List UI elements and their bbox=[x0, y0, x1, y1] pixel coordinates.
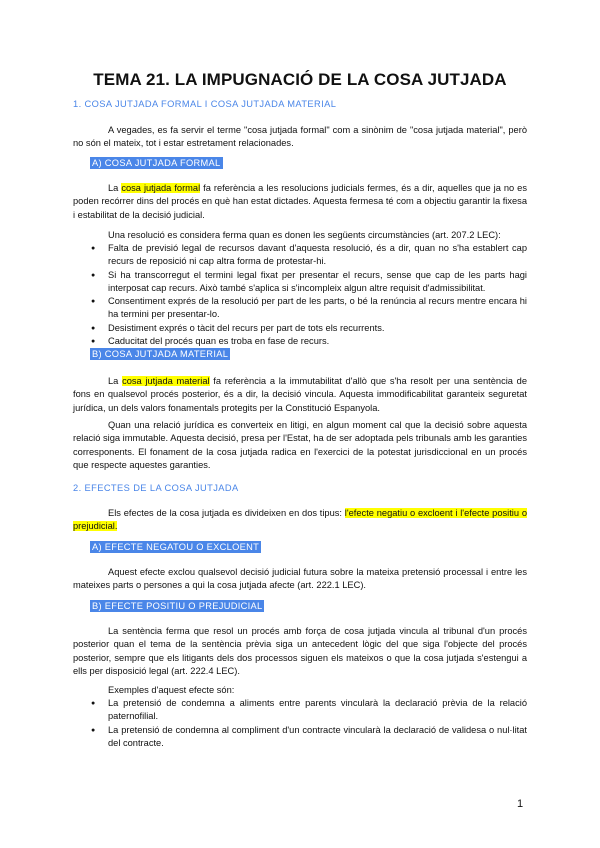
subsection-heading-negative bbox=[90, 542, 261, 552]
negative-effect-paragraph: Aquest efecte exclou qualsevol decisió judicial futura sobre la mateixa pretensió processal i entre les mateixes parts o persones a qui la cosa jutjada afecte (art. 222.1 LEC). bbox=[73, 567, 527, 591]
text-run: La bbox=[108, 183, 122, 193]
highlighted-term: cosa jutjada formal bbox=[121, 183, 201, 193]
subsection-heading-formal bbox=[90, 158, 223, 168]
list-item: ● Si ha transcorregut el termini legal fixat per presentar el recurs, sense que cap de les parts hagi interposat cap recurs. Això també s'aplica si s'incompleix algun altre requisit d'admissibilitat. bbox=[91, 269, 527, 296]
highlighted-term: cosa jutjada material bbox=[122, 376, 210, 386]
subsection-label: B) EFECTE POSITIU O PREJUDICIAL bbox=[92, 601, 263, 611]
list-item: ● Falta de previsió legal de recursos davant d'aquesta resolució, és a dir, quan no s'ha establert cap recurs de reposició ni cap altra forma de protestar-hi. bbox=[91, 242, 527, 269]
formal-circumstances-intro: Una resolució es considera ferma quan es donen les següents circumstàncies (art. 207.2 LEC): bbox=[108, 230, 501, 240]
section2-intro bbox=[73, 507, 527, 534]
list-item: ● Caducitat del procés quan es troba en fase de recurs. bbox=[91, 335, 527, 348]
subsection-label: A) COSA JUTJADA FORMAL bbox=[92, 158, 221, 168]
text-run: fa referència a la immutabilitat d'allò que s'ha resolt per una sentència de fons en qualsevol procés posterior, és a dir, la decisió vincula. Aquesta immodificabilitat garanteix seguretat jurídica, un dels valors fonamentals protegits per la Constitució Espanyola. bbox=[73, 376, 528, 413]
page-title: TEMA 21. LA IMPUGNACIÓ DE LA COSA JUTJADA bbox=[93, 70, 507, 89]
text-run: . bbox=[114, 521, 118, 532]
subsection-heading-material bbox=[90, 349, 230, 359]
list-item: ● Desistiment exprés o tàcit del recurs per part de tots els recurrents. bbox=[91, 322, 527, 335]
positive-effect-paragraph: La sentència ferma que resol un procés amb força de cosa jutjada vincula al tribunal d'un procés posterior quan el tema de la sentència prèvia siga un antecedent lògic del que siga l'objecte del procés posterior, sempre que els litigants dels dos processos siguen els mateixos o que la cosa jutjada s'estengui a ells per disposició legal (art. 222.4 LEC). bbox=[73, 626, 527, 676]
page-number: 1 bbox=[517, 798, 524, 810]
formal-circumstances-list bbox=[91, 242, 527, 348]
list-item: ● La pretensió de condemna a aliments entre parents vincularà la declaració prèvia de la relació paternofilial. bbox=[91, 697, 527, 724]
subsection-label: A) EFECTE NEGATOU O EXCLOENT bbox=[92, 542, 260, 552]
section-heading-2: 2. EFECTES DE LA COSA JUTJADA bbox=[73, 483, 239, 493]
text-run: fa referència a les resolucions judicials fermes, és a dir, aquelles que ja no es poden recórrer dins del procés en què han estat dictades. Aquesta fermesa té com a objectiu garantir la fixesa i estabilitat de la decisió judicial. bbox=[73, 183, 527, 220]
examples-list bbox=[91, 697, 527, 750]
section-heading-1: 1. COSA JUTJADA FORMAL I COSA JUTJADA MATERIAL bbox=[73, 99, 337, 109]
formal-paragraph bbox=[73, 182, 527, 222]
examples-intro: Exemples d'aquest efecte són: bbox=[108, 685, 235, 695]
section1-intro: A vegades, es fa servir el terme "cosa jutjada formal" com a sinònim de "cosa jutjada material", però no són el mateix, tot i estar estretament relacionades. bbox=[73, 125, 527, 149]
subsection-heading-positive bbox=[90, 601, 264, 611]
highlighted-term: l'efecte negatiu o excloent i l'efecte positiu o prejudicial bbox=[73, 508, 527, 532]
text-run: Els efectes de la cosa jutjada es divideixen en dos tipus: bbox=[108, 508, 345, 518]
material-paragraph-1 bbox=[73, 375, 527, 415]
text-run: La bbox=[108, 376, 123, 386]
subsection-label: B) COSA JUTJADA MATERIAL bbox=[92, 349, 229, 359]
list-item: ● Consentiment exprés de la resolució per part de les parts, o bé la renúncia al recurs mentre encara hi ha termini per presentar-lo. bbox=[91, 295, 527, 322]
list-item: ● La pretensió de condemna al compliment d'un contracte vincularà la declaració de validesa o nul·litat del contracte. bbox=[91, 724, 527, 751]
material-paragraph-2: Quan una relació jurídica es converteix en litigi, en algun moment cal que la decisió sobre aquesta relació siga immutable. Aquesta decisió, presa per l'Estat, ha de ser adoptada pels tribunals amb les garanties corresponents. El fonament de la cosa jutjada radica en l'exercici de la potestat jurisdiccional en un procés que respecte aquestes garanties. bbox=[73, 420, 527, 470]
